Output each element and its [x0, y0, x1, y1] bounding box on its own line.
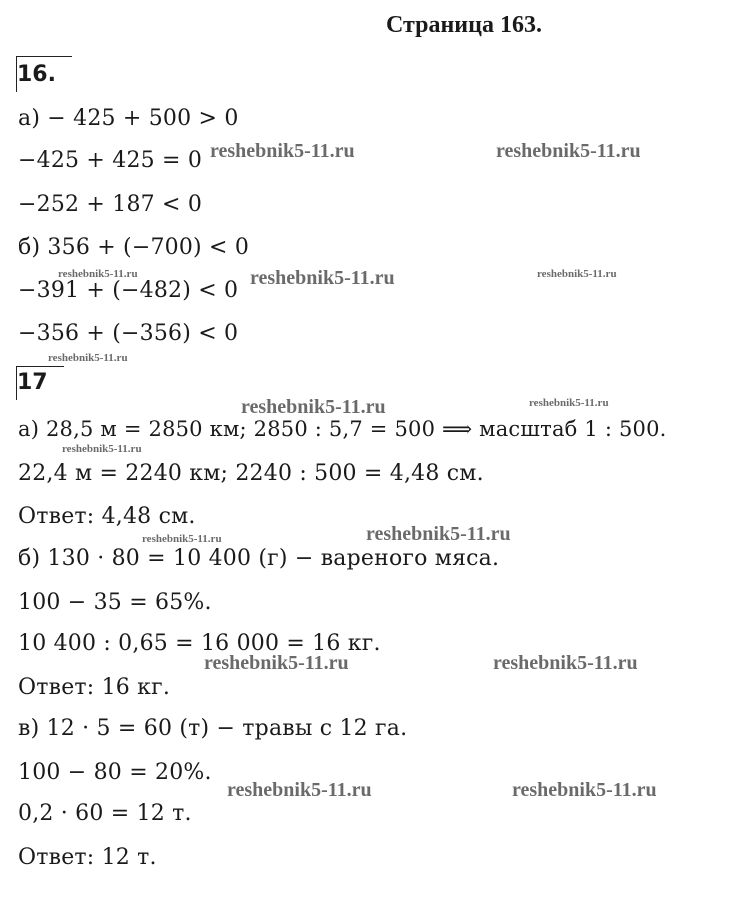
problem-17-line: Ответ: 16 кг.: [18, 675, 171, 700]
watermark: reshebnik5-11.ru: [512, 779, 657, 801]
problem-17-line: в) 12 · 5 = 60 (т) − травы с 12 га.: [18, 716, 408, 741]
problem-17-line: Ответ: 12 т.: [18, 845, 157, 870]
problem-16-line: а) − 425 + 500 > 0: [18, 106, 239, 131]
problem-16-number: 16.: [17, 62, 56, 87]
problem-number-bracket: [16, 56, 72, 57]
problem-number-bracket: [16, 366, 64, 367]
watermark: reshebnik5-11.ru: [210, 140, 355, 162]
watermark: reshebnik5-11.ru: [58, 268, 138, 280]
watermark: reshebnik5-11.ru: [496, 140, 641, 162]
problem-16-line: −356 + (−356) < 0: [18, 321, 239, 346]
watermark: reshebnik5-11.ru: [241, 396, 386, 418]
problem-17-line: 0,2 · 60 = 12 т.: [18, 801, 192, 826]
watermark: reshebnik5-11.ru: [62, 443, 142, 455]
problem-17-line: 100 − 80 = 20%.: [18, 760, 212, 785]
problem-17-line: 10 400 : 0,65 = 16 000 = 16 кг.: [18, 631, 381, 656]
watermark: reshebnik5-11.ru: [537, 268, 617, 280]
watermark: reshebnik5-11.ru: [493, 652, 638, 674]
problem-17-line: Ответ: 4,48 см.: [18, 504, 196, 529]
problem-17-line: а) 28,5 м = 2850 км; 2850 : 5,7 = 500 ⟹ масштаб 1 : 500.: [18, 417, 667, 441]
watermark: reshebnik5-11.ru: [142, 533, 222, 545]
watermark: reshebnik5-11.ru: [227, 779, 372, 801]
problem-16-line: б) 356 + (−700) < 0: [18, 235, 250, 260]
problem-16-line: −391 + (−482) < 0: [18, 278, 239, 303]
problem-16-line: −252 + 187 < 0: [18, 192, 203, 217]
watermark: reshebnik5-11.ru: [204, 652, 349, 674]
problem-17-line: б) 130 · 80 = 10 400 (г) − вареного мяса.: [18, 546, 500, 571]
watermark: reshebnik5-11.ru: [529, 397, 609, 409]
watermark: reshebnik5-11.ru: [250, 267, 395, 289]
problem-17-line: 22,4 м = 2240 км; 2240 : 500 = 4,48 см.: [18, 461, 484, 486]
problem-17-number: 17: [17, 370, 48, 395]
watermark: reshebnik5-11.ru: [366, 523, 511, 545]
problem-16-line: −425 + 425 = 0: [18, 148, 203, 173]
page-title: Страница 163.: [386, 12, 542, 38]
problem-17-line: 100 − 35 = 65%.: [18, 590, 212, 615]
watermark: reshebnik5-11.ru: [48, 352, 128, 364]
